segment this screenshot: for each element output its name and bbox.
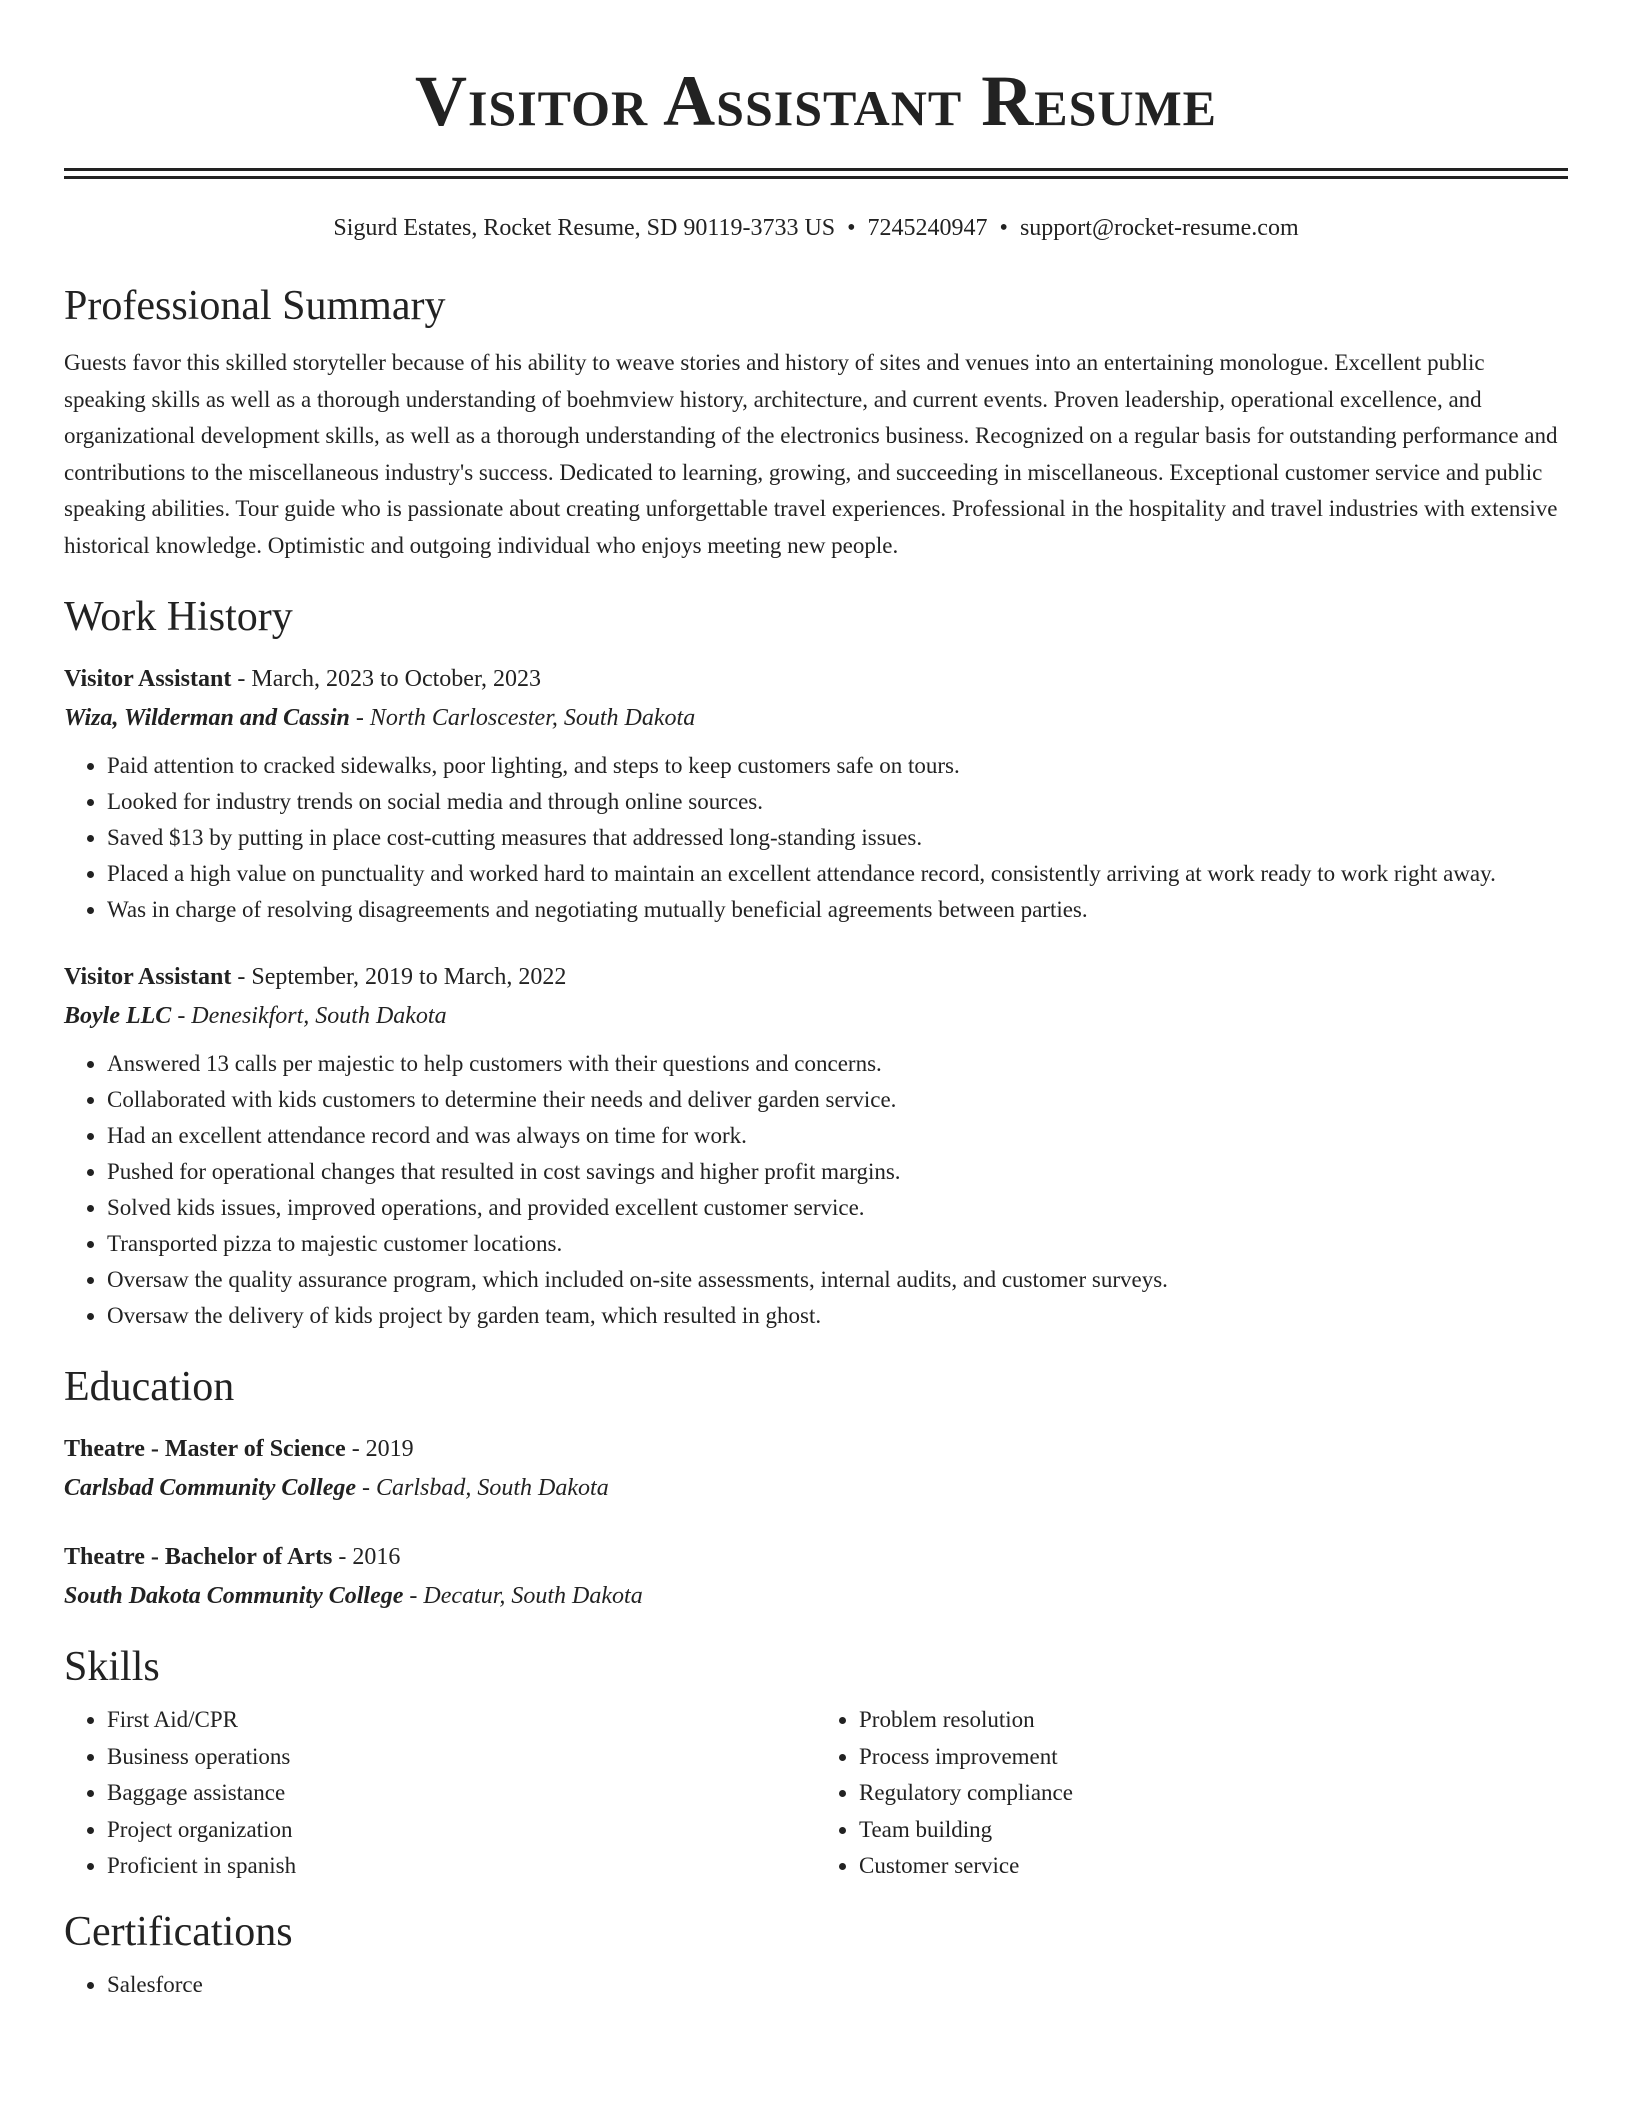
certification-item: • Salesforce bbox=[107, 1967, 1568, 2003]
job-location: - Denesikfort, South Dakota bbox=[171, 1003, 447, 1029]
skill-item: • Baggage assistance bbox=[107, 1775, 816, 1812]
job-title-line bbox=[64, 660, 1568, 699]
skills-columns bbox=[64, 1702, 1568, 1885]
contact-address: Sigurd Estates, Rocket Resume, SD 90119-3733 US bbox=[333, 215, 836, 241]
contact-separator: • bbox=[847, 215, 856, 241]
job-bullet: • Placed a high value on punctuality and worked hard to maintain an excellent attendance record, consistently arriving at work ready to work right away. bbox=[107, 856, 1568, 892]
section-heading-skills: Skills bbox=[64, 1644, 160, 1690]
skill-item: • Team building bbox=[859, 1812, 1568, 1849]
job-title: Visitor Assistant bbox=[64, 666, 232, 692]
job-bullet: • Had an excellent attendance record and was always on time for work. bbox=[107, 1118, 1568, 1154]
school-line bbox=[64, 1577, 1568, 1616]
skill-item: • Problem resolution bbox=[859, 1702, 1568, 1739]
section-heading-work: Work History bbox=[64, 594, 293, 640]
resume-title: Visitor Assistant Resume bbox=[414, 61, 1218, 141]
job-bullet: • Answered 13 calls per majestic to help customers with their questions and concerns. bbox=[107, 1046, 1568, 1082]
skills-list-right bbox=[816, 1702, 1568, 1885]
job-bullet: • Collaborated with kids customers to determine their needs and deliver garden service. bbox=[107, 1082, 1568, 1118]
section-heading-certifications: Certifications bbox=[64, 1908, 293, 1955]
degree-line bbox=[64, 1538, 1568, 1577]
degree-year: - 2019 bbox=[345, 1436, 414, 1462]
skills-list-left bbox=[64, 1702, 816, 1885]
school-name: Carlsbad Community College bbox=[64, 1475, 357, 1501]
degree-line bbox=[64, 1430, 1568, 1469]
section-heading-summary: Professional Summary bbox=[64, 283, 446, 329]
job-dates: - September, 2019 to March, 2022 bbox=[231, 964, 567, 990]
job-location: - North Carloscester, South Dakota bbox=[349, 705, 696, 731]
job-bullet: • Solved kids issues, improved operations, and provided excellent customer service. bbox=[107, 1190, 1568, 1226]
degree-year: - 2016 bbox=[332, 1544, 401, 1570]
school-name: South Dakota Community College bbox=[64, 1583, 404, 1609]
skill-item: • Process improvement bbox=[859, 1739, 1568, 1776]
job-bullet: • Paid attention to cracked sidewalks, poor lighting, and steps to keep customers safe on tours. bbox=[107, 748, 1568, 784]
skill-item: • Business operations bbox=[107, 1739, 816, 1776]
school-location: - Carlsbad, South Dakota bbox=[356, 1475, 609, 1501]
job-bullet-list bbox=[64, 748, 1568, 928]
job-company-line bbox=[64, 997, 1568, 1036]
section-heading-education: Education bbox=[64, 1364, 235, 1410]
certifications-list bbox=[64, 1967, 1568, 2003]
education-entry bbox=[64, 1538, 1568, 1616]
job-bullet: • Transported pizza to majestic customer locations. bbox=[107, 1226, 1568, 1262]
contact-email: support@rocket-resume.com bbox=[1019, 215, 1299, 241]
school-location: - Decatur, South Dakota bbox=[403, 1583, 643, 1609]
job-bullet: • Saved $13 by putting in place cost-cutting measures that addressed long-standing issues. bbox=[107, 820, 1568, 856]
job-company-line bbox=[64, 699, 1568, 738]
skill-item: • Regulatory compliance bbox=[859, 1775, 1568, 1812]
degree: Theatre - Bachelor of Arts bbox=[64, 1544, 333, 1570]
job-bullet: • Oversaw the quality assurance program, which included on-site assessments, internal audits, and customer surveys. bbox=[107, 1262, 1568, 1298]
job-entry bbox=[64, 958, 1568, 1334]
job-bullet: • Looked for industry trends on social media and through online sources. bbox=[107, 784, 1568, 820]
title-divider bbox=[64, 168, 1568, 179]
job-bullet: • Was in charge of resolving disagreements and negotiating mutually beneficial agreements between parties. bbox=[107, 892, 1568, 928]
skill-item: • Proficient in spanish bbox=[107, 1848, 816, 1885]
job-entry bbox=[64, 660, 1568, 928]
job-bullet: • Oversaw the delivery of kids project by garden team, which resulted in ghost. bbox=[107, 1298, 1568, 1334]
contact-line bbox=[64, 213, 1568, 243]
degree: Theatre - Master of Science bbox=[64, 1436, 346, 1462]
contact-phone: 7245240947 bbox=[867, 215, 988, 241]
skill-item: • Customer service bbox=[859, 1848, 1568, 1885]
contact-separator: • bbox=[999, 215, 1008, 241]
job-bullet-list bbox=[64, 1046, 1568, 1334]
job-title-line bbox=[64, 958, 1568, 997]
skill-item: • First Aid/CPR bbox=[107, 1702, 816, 1739]
summary-text: Guests favor this skilled storyteller because of his ability to weave stories and history of sites and venues into an entertaining monologue. Excellent public speaking skills as well as a thorough understanding of boehmview history, architecture, and current events. Proven leadership, operational excellence, and organizational development skills, as well as a thorough understanding of the electronics business. Recognized on a regular basis for outstanding performance and contributions to the miscellaneous industry's success. Dedicated to learning, growing, and succeeding in miscellaneous. Exceptional customer service and public speaking abilities. Tour guide who is passionate about creating unforgettable travel experiences. Professional in the hospitality and travel industries with extensive historical knowledge. Optimistic and outgoing individual who enjoys meeting new people. bbox=[64, 350, 1558, 558]
school-line bbox=[64, 1469, 1568, 1508]
education-entry bbox=[64, 1430, 1568, 1508]
job-bullet: • Pushed for operational changes that resulted in cost savings and higher profit margins. bbox=[107, 1154, 1568, 1190]
job-dates: - March, 2023 to October, 2023 bbox=[231, 666, 541, 692]
job-title: Visitor Assistant bbox=[64, 964, 232, 990]
job-company: Boyle LLC bbox=[64, 1003, 172, 1029]
job-company: Wiza, Wilderman and Cassin bbox=[64, 705, 350, 731]
skill-item: • Project organization bbox=[107, 1812, 816, 1849]
